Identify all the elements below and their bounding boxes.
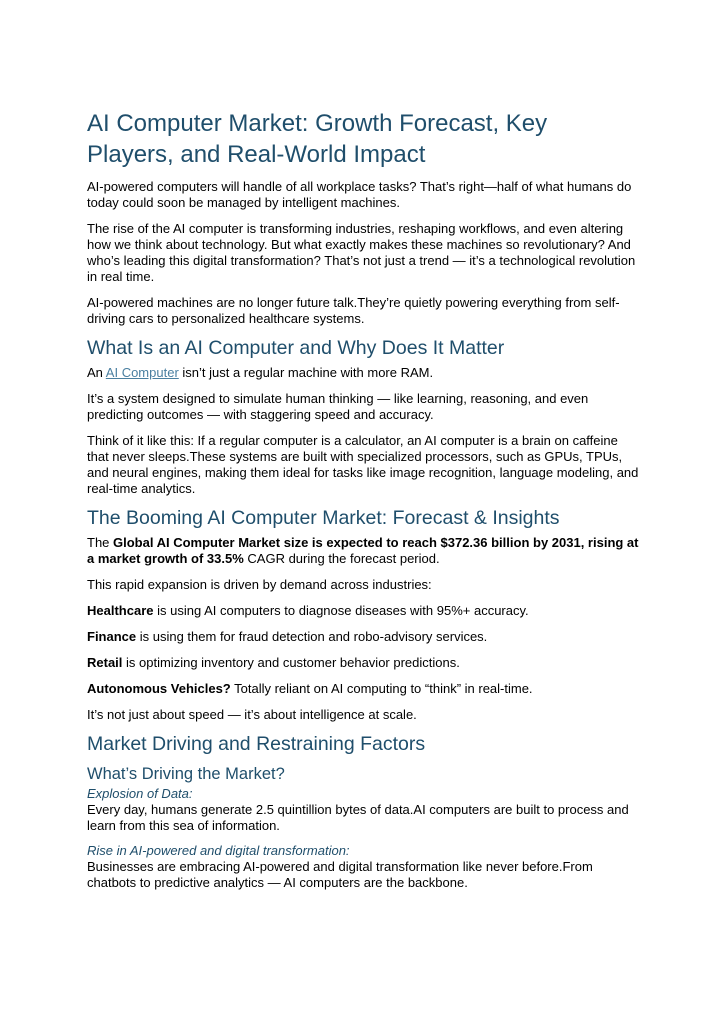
paragraph-text: isn’t just a regular machine with more RAM. — [178, 365, 434, 380]
section1-paragraph-3: Think of it like this: If a regular computer is a calculator, an AI computer is a brain on caffeine that never sleeps.These systems are built with specialized processors, such as GPUs, TPUs, and neural engines, making them ideal for tasks like image recognition, language modeling, and real-time analytics. — [87, 433, 639, 496]
driver-title-digital-transformation: Rise in AI-powered and digital transformation: — [87, 843, 350, 858]
industry-text: is optimizing inventory and customer behavior predictions. — [122, 655, 460, 670]
driver-text-digital-transformation: Businesses are embracing AI-powered and digital transformation like never before.From chatbots to predictive analytics — AI computers are the backbone. — [87, 859, 593, 890]
market-size-paragraph — [87, 535, 639, 567]
industry-name: Retail — [87, 655, 123, 670]
ai-computer-link[interactable]: AI Computer — [105, 365, 179, 380]
section2-paragraph-2: This rapid expansion is driven by demand across industries: — [87, 577, 432, 592]
industry-name: Autonomous Vehicles? — [87, 681, 231, 696]
paragraph-text: An — [87, 365, 106, 380]
section1-paragraph-2: It’s a system designed to simulate human thinking — like learning, reasoning, and even predicting outcomes — with staggering speed and accuracy. — [87, 391, 589, 422]
industry-text: Totally reliant on AI computing to “think” in real-time. — [230, 681, 533, 696]
industry-item-autonomous-vehicles — [87, 681, 639, 697]
subheading-drivers: What’s Driving the Market? — [87, 765, 285, 783]
paragraph-text: CAGR during the forecast period. — [243, 551, 440, 566]
driver-text-data-explosion: Every day, humans generate 2.5 quintillion bytes of data.AI computers are built to process and learn from this sea of information. — [87, 802, 629, 833]
section-heading-factors: Market Driving and Restraining Factors — [87, 733, 426, 755]
section-heading-market: The Booming AI Computer Market: Forecast & Insights — [87, 507, 560, 529]
industry-text: is using AI computers to diagnose diseases with 95%+ accuracy. — [153, 603, 529, 618]
paragraph-text: The — [87, 535, 114, 550]
market-size-highlight: Global AI Computer Market size is expected to reach $372.36 billion by 2031, rising at a market growth of 33.5% — [87, 535, 639, 566]
industry-item-retail — [87, 655, 639, 671]
article — [87, 108, 639, 901]
industry-item-healthcare — [87, 603, 639, 619]
intro-paragraph-3: AI-powered machines are no longer future talk.They’re quietly powering everything from self-driving cars to personalized healthcare systems. — [87, 295, 620, 326]
section-heading-what-is: What Is an AI Computer and Why Does It Matter — [87, 337, 505, 359]
ai-computer-definition-paragraph — [87, 365, 639, 381]
intro-paragraph-2: The rise of the AI computer is transforming industries, reshaping workflows, and even altering how we think about technology. But what exactly makes these machines so revolutionary? And who’s leading this digital transformation? That’s not just a trend — it’s a technological revolution in real time. — [87, 221, 636, 284]
industry-name: Healthcare — [87, 603, 154, 618]
page-title: AI Computer Market: Growth Forecast, Key Players, and Real-World Impact — [87, 110, 548, 168]
driver-title-data-explosion: Explosion of Data: — [87, 786, 193, 801]
industry-name: Finance — [87, 629, 137, 644]
intro-paragraph-1: AI-powered computers will handle of all workplace tasks? That’s right—half of what humans do today could soon be managed by intelligent machines. — [87, 179, 632, 210]
section2-closing: It’s not just about speed — it’s about intelligence at scale. — [87, 707, 417, 722]
industry-item-finance — [87, 629, 639, 645]
industry-text: is using them for fraud detection and robo-advisory services. — [136, 629, 488, 644]
